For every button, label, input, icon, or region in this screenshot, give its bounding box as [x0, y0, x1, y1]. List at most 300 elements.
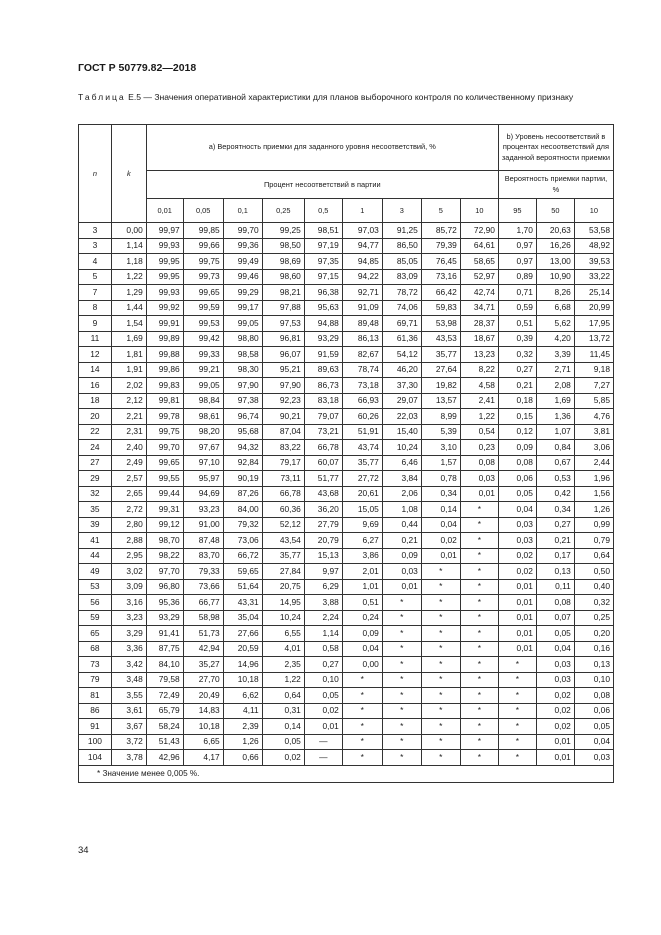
table-cell: 51,77	[304, 471, 342, 487]
table-cell: 11,45	[574, 347, 613, 363]
table-cell: 99,53	[183, 316, 223, 332]
table-cell: 3,10	[421, 440, 460, 456]
table-cell: 0,01	[498, 610, 536, 626]
table-cell: 27,70	[183, 672, 223, 688]
table-cell: 0,44	[382, 517, 421, 533]
table-cell: 93,29	[146, 610, 183, 626]
table-cell: 13,72	[574, 331, 613, 347]
table-cell: 84,00	[223, 502, 262, 518]
table-cell: 58,98	[183, 610, 223, 626]
table-cell: 32	[79, 486, 112, 502]
table-cell: 0,32	[574, 595, 613, 611]
table-cell: 97,38	[223, 393, 262, 409]
table-row	[79, 595, 614, 611]
table-cell: *	[382, 750, 421, 766]
subgroup-header-b: Вероятность приемки партии, %	[498, 171, 613, 199]
table-cell: 99,93	[146, 285, 183, 301]
table-cell: 2,65	[111, 486, 146, 502]
table-cell: 6,55	[262, 626, 304, 642]
table-cell: 3,81	[574, 424, 613, 440]
table-cell: 3,36	[111, 641, 146, 657]
table-cell: 37,30	[382, 378, 421, 394]
table-cell: 1,69	[111, 331, 146, 347]
table-cell: 90,21	[262, 409, 304, 425]
document-header: ГОСТ Р 50779.82—2018	[78, 62, 197, 74]
table-row	[79, 703, 614, 719]
table-cell: 43,68	[304, 486, 342, 502]
table-cell: 59,83	[421, 300, 460, 316]
table-cell: *	[382, 688, 421, 704]
table-cell: 0,05	[536, 626, 574, 642]
table-cell: 0,07	[536, 610, 574, 626]
table-cell: 27,79	[304, 517, 342, 533]
table-cell: 2,21	[111, 409, 146, 425]
table-cell: 19,82	[421, 378, 460, 394]
table-cell: 99,95	[146, 269, 183, 285]
table-cell: 14	[79, 362, 112, 378]
table-cell: 79,17	[262, 455, 304, 471]
table-cell: 5,85	[574, 393, 613, 409]
table-cell: 13,23	[460, 347, 498, 363]
table-cell: 3,86	[342, 548, 382, 564]
table-cell: 8,99	[421, 409, 460, 425]
table-cell: *	[460, 657, 498, 673]
table-caption	[78, 92, 618, 103]
table-cell: 59,65	[223, 564, 262, 580]
level-header-a: 0,5	[304, 199, 342, 223]
table-cell: 66,72	[223, 548, 262, 564]
table-cell: 0,32	[498, 347, 536, 363]
table-cell: 1,69	[536, 393, 574, 409]
table-cell: 27,72	[342, 471, 382, 487]
table-cell: 35,77	[262, 548, 304, 564]
table-cell: 3,29	[111, 626, 146, 642]
table-row	[79, 734, 614, 750]
table-cell: 4,58	[460, 378, 498, 394]
table-cell: *	[460, 703, 498, 719]
table-cell: 65	[79, 626, 112, 642]
table-cell: 10,90	[536, 269, 574, 285]
table-cell: 87,26	[223, 486, 262, 502]
table-cell: 66,93	[342, 393, 382, 409]
table-cell: *	[421, 626, 460, 642]
table-cell: 1,14	[304, 626, 342, 642]
table-cell: 0,01	[304, 719, 342, 735]
table-cell: 36,20	[304, 502, 342, 518]
table-cell: 0,20	[574, 626, 613, 642]
table-cell: 0,01	[421, 548, 460, 564]
table-row	[79, 269, 614, 285]
table-cell: 0,34	[421, 486, 460, 502]
table-cell: 99,65	[183, 285, 223, 301]
table-cell: 0,00	[342, 657, 382, 673]
table-cell: 60,26	[342, 409, 382, 425]
table-cell: *	[342, 672, 382, 688]
table-cell: 99,55	[146, 471, 183, 487]
table-cell: 1,56	[574, 486, 613, 502]
table-row	[79, 409, 614, 425]
table-cell: 2,88	[111, 533, 146, 549]
level-header-a: 10	[460, 199, 498, 223]
table-cell: 20,79	[304, 533, 342, 549]
table-cell: 1,22	[111, 269, 146, 285]
table-cell: 44	[79, 548, 112, 564]
table-cell: *	[498, 657, 536, 673]
table-cell: 0,01	[498, 579, 536, 595]
table-cell: 0,01	[536, 734, 574, 750]
table-row	[79, 223, 614, 239]
table-cell: 81	[79, 688, 112, 704]
table-cell: 35,77	[421, 347, 460, 363]
table-cell: *	[460, 688, 498, 704]
group-header-a: а) Вероятность приемки для заданного уровня несоответствий, %	[146, 125, 498, 171]
table-cell: 0,31	[262, 703, 304, 719]
table-cell: 98,21	[262, 285, 304, 301]
table-cell: 0,06	[574, 703, 613, 719]
table-cell: 22	[79, 424, 112, 440]
table-cell: 0,17	[536, 548, 574, 564]
table-cell: 10,18	[223, 672, 262, 688]
table-cell: 2,49	[111, 455, 146, 471]
table-cell: 0,13	[536, 564, 574, 580]
table-cell: *	[342, 703, 382, 719]
table-cell: 9,18	[574, 362, 613, 378]
table-cell: *	[460, 626, 498, 642]
table-row	[79, 719, 614, 735]
table-row	[79, 424, 614, 440]
table-cell: 56	[79, 595, 112, 611]
table-cell: *	[460, 564, 498, 580]
table-cell: 99,75	[146, 424, 183, 440]
table-cell: 7,27	[574, 378, 613, 394]
table-cell: 4,20	[536, 331, 574, 347]
table-row	[79, 316, 614, 332]
table-cell: 73,18	[342, 378, 382, 394]
table-cell: 99,25	[262, 223, 304, 239]
table-cell: 42,74	[460, 285, 498, 301]
table-cell: *	[382, 703, 421, 719]
table-cell: 66,77	[183, 595, 223, 611]
table-cell: 0,24	[342, 610, 382, 626]
table-cell: 61,36	[382, 331, 421, 347]
table-cell: *	[460, 595, 498, 611]
table-cell: 0,03	[382, 564, 421, 580]
table-cell: 5,62	[536, 316, 574, 332]
table-row	[79, 486, 614, 502]
table-cell: 0,03	[460, 471, 498, 487]
table-cell: 83,09	[382, 269, 421, 285]
table-cell: 2,31	[111, 424, 146, 440]
table-cell: 0,02	[536, 703, 574, 719]
table-cell: 0,01	[460, 486, 498, 502]
table-cell: 0,78	[421, 471, 460, 487]
table-cell: 0,04	[421, 517, 460, 533]
table-cell: 6,68	[536, 300, 574, 316]
table-cell: *	[382, 719, 421, 735]
col-header-n: n	[79, 125, 112, 223]
table-cell: 73,66	[183, 579, 223, 595]
table-cell: *	[382, 672, 421, 688]
level-header-a: 0,25	[262, 199, 304, 223]
table-cell: 99,12	[146, 517, 183, 533]
table-cell: 0,09	[498, 440, 536, 456]
table-cell: 52,97	[460, 269, 498, 285]
table-cell: 9	[79, 316, 112, 332]
table-cell: 15,40	[382, 424, 421, 440]
table-row	[79, 533, 614, 549]
table-cell: 42,94	[183, 641, 223, 657]
table-cell: 97,70	[146, 564, 183, 580]
table-cell: 86	[79, 703, 112, 719]
table-cell: 0,02	[498, 564, 536, 580]
table-cell: 0,02	[262, 750, 304, 766]
table-cell: 0,11	[536, 579, 574, 595]
caption-label: Таблица	[78, 92, 126, 102]
table-cell: 94,88	[304, 316, 342, 332]
table-cell: 1,22	[262, 672, 304, 688]
table-cell: 99,95	[146, 254, 183, 270]
table-cell: 0,89	[498, 269, 536, 285]
table-cell: 0,54	[460, 424, 498, 440]
table-cell: 99,44	[146, 486, 183, 502]
table-cell: 14,95	[262, 595, 304, 611]
table-cell: 97,90	[262, 378, 304, 394]
table-cell: 98,50	[262, 238, 304, 254]
table-cell: 92,84	[223, 455, 262, 471]
table-cell: 43,31	[223, 595, 262, 611]
table-cell: 74,06	[382, 300, 421, 316]
table-row	[79, 254, 614, 270]
table-cell: 8,22	[460, 362, 498, 378]
table-cell: 97,03	[342, 223, 382, 239]
table-cell: 99,66	[183, 238, 223, 254]
level-header-a: 0,01	[146, 199, 183, 223]
table-cell: 16	[79, 378, 112, 394]
table-cell: 20,75	[262, 579, 304, 595]
table-cell: 10,24	[382, 440, 421, 456]
table-cell: 12	[79, 347, 112, 363]
table-cell: *	[421, 672, 460, 688]
table-cell: 0,09	[342, 626, 382, 642]
table-cell: 0,01	[382, 579, 421, 595]
table-cell: 52,12	[262, 517, 304, 533]
table-cell: 54,12	[382, 347, 421, 363]
table-row	[79, 641, 614, 657]
table-cell: 2,41	[460, 393, 498, 409]
table-cell: 99,70	[223, 223, 262, 239]
table-row	[79, 471, 614, 487]
table-cell: 27,66	[223, 626, 262, 642]
table-cell: 85,72	[421, 223, 460, 239]
table-cell: 10,24	[262, 610, 304, 626]
table-cell: 3,48	[111, 672, 146, 688]
table-cell: 4,11	[223, 703, 262, 719]
table-cell: 91,25	[382, 223, 421, 239]
table-cell: 39	[79, 517, 112, 533]
table-cell: 5,39	[421, 424, 460, 440]
level-header-a: 0,05	[183, 199, 223, 223]
table-row	[79, 362, 614, 378]
table-cell: 0,08	[536, 595, 574, 611]
table-cell: *	[421, 719, 460, 735]
table-cell: 0,08	[460, 455, 498, 471]
table-cell: 64,61	[460, 238, 498, 254]
table-cell: 1,26	[223, 734, 262, 750]
table-cell: 3,16	[111, 595, 146, 611]
table-cell: 0,16	[574, 641, 613, 657]
table-cell: 3,84	[382, 471, 421, 487]
table-cell: 0,01	[498, 641, 536, 657]
table-cell: *	[421, 688, 460, 704]
table-cell: 35,77	[342, 455, 382, 471]
table-cell: *	[421, 734, 460, 750]
table-cell: 20	[79, 409, 112, 425]
table-cell: 0,53	[536, 471, 574, 487]
table-row	[79, 502, 614, 518]
table-cell: 3,78	[111, 750, 146, 766]
table-row	[79, 688, 614, 704]
table-cell: 99,36	[223, 238, 262, 254]
table-cell: 68	[79, 641, 112, 657]
table-cell: *	[421, 657, 460, 673]
table-cell: 99,97	[146, 223, 183, 239]
table-cell: 87,48	[183, 533, 223, 549]
table-cell: 0,40	[574, 579, 613, 595]
table-cell: 2,72	[111, 502, 146, 518]
table-cell: 43,54	[262, 533, 304, 549]
table-cell: *	[421, 564, 460, 580]
level-header-b: 50	[536, 199, 574, 223]
table-cell: 1,96	[574, 471, 613, 487]
table-cell: 34,71	[460, 300, 498, 316]
table-cell: 96,80	[146, 579, 183, 595]
table-cell: 20,49	[183, 688, 223, 704]
table-cell: 0,21	[382, 533, 421, 549]
table-cell: 2,35	[262, 657, 304, 673]
table-cell: 69,71	[382, 316, 421, 332]
table-cell: 1,18	[111, 254, 146, 270]
table-cell: 98,61	[183, 409, 223, 425]
table-cell: 29,07	[382, 393, 421, 409]
table-cell: 83,22	[262, 440, 304, 456]
table-cell: 20,59	[223, 641, 262, 657]
table-cell: 93,23	[183, 502, 223, 518]
table-cell: 0,04	[498, 502, 536, 518]
table-cell: 99,49	[223, 254, 262, 270]
operating-characteristic-table	[78, 124, 614, 783]
table-cell: 3,72	[111, 734, 146, 750]
level-header-a: 3	[382, 199, 421, 223]
table-cell: *	[421, 579, 460, 595]
table-cell: *	[421, 703, 460, 719]
table-cell: 0,05	[262, 734, 304, 750]
table-cell: 2,08	[536, 378, 574, 394]
table-cell: 99,73	[183, 269, 223, 285]
table-cell: 82,67	[342, 347, 382, 363]
table-cell: 99,93	[146, 238, 183, 254]
table-cell: 98,51	[304, 223, 342, 239]
table-cell: 13,00	[536, 254, 574, 270]
table-cell: *	[342, 734, 382, 750]
table-cell: *	[421, 641, 460, 657]
table-cell: 0,14	[421, 502, 460, 518]
table-cell: 51,91	[342, 424, 382, 440]
table-cell: 79,39	[421, 238, 460, 254]
table-cell: 0,50	[574, 564, 613, 580]
table-cell: 96,07	[262, 347, 304, 363]
table-cell: 29	[79, 471, 112, 487]
table-cell: 2,06	[382, 486, 421, 502]
table-cell: 2,12	[111, 393, 146, 409]
table-cell: 0,10	[304, 672, 342, 688]
table-cell: 10,18	[183, 719, 223, 735]
table-cell: 98,70	[146, 533, 183, 549]
table-cell: *	[498, 672, 536, 688]
table-cell: 98,22	[146, 548, 183, 564]
table-cell: 0,58	[304, 641, 342, 657]
table-cell: 8,26	[536, 285, 574, 301]
table-cell: 99,42	[183, 331, 223, 347]
table-cell: 95,97	[183, 471, 223, 487]
table-cell: 95,63	[304, 300, 342, 316]
table-cell: 66,42	[421, 285, 460, 301]
table-cell: 58,65	[460, 254, 498, 270]
table-cell: *	[342, 719, 382, 735]
table-cell: 51,43	[146, 734, 183, 750]
table-cell: 73,16	[421, 269, 460, 285]
table-cell: 1,08	[382, 502, 421, 518]
table-row	[79, 672, 614, 688]
table-cell: 14,96	[223, 657, 262, 673]
table-cell: *	[342, 688, 382, 704]
table-cell: 92,23	[262, 393, 304, 409]
table-cell: 9,69	[342, 517, 382, 533]
table-cell: *	[460, 719, 498, 735]
table-cell: 3,23	[111, 610, 146, 626]
table-cell: 35,04	[223, 610, 262, 626]
table-row	[79, 285, 614, 301]
table-cell: 2,95	[111, 548, 146, 564]
table-cell: 0,27	[498, 362, 536, 378]
table-cell: 94,22	[342, 269, 382, 285]
table-cell: 59	[79, 610, 112, 626]
table-cell: 6,46	[382, 455, 421, 471]
table-cell: 0,09	[382, 548, 421, 564]
table-cell: 22,03	[382, 409, 421, 425]
table-cell: 89,48	[342, 316, 382, 332]
table-cell: 2,01	[342, 564, 382, 580]
table-cell: 98,80	[223, 331, 262, 347]
table-cell: 1,36	[536, 409, 574, 425]
table-cell: 99,75	[183, 254, 223, 270]
table-cell: 4,01	[262, 641, 304, 657]
table-cell: 11	[79, 331, 112, 347]
table-cell: 66,78	[304, 440, 342, 456]
table-cell: 95,21	[262, 362, 304, 378]
table-cell: 94,85	[342, 254, 382, 270]
table-cell: 92,71	[342, 285, 382, 301]
table-cell: 99,92	[146, 300, 183, 316]
table-cell: 1,57	[421, 455, 460, 471]
table-cell: 0,79	[574, 533, 613, 549]
table-cell: 98,60	[262, 269, 304, 285]
table-cell: 4,17	[183, 750, 223, 766]
table-cell: 0,05	[574, 719, 613, 735]
table-cell: 2,02	[111, 378, 146, 394]
table-row	[79, 517, 614, 533]
table-row	[79, 378, 614, 394]
table-cell: 1,54	[111, 316, 146, 332]
